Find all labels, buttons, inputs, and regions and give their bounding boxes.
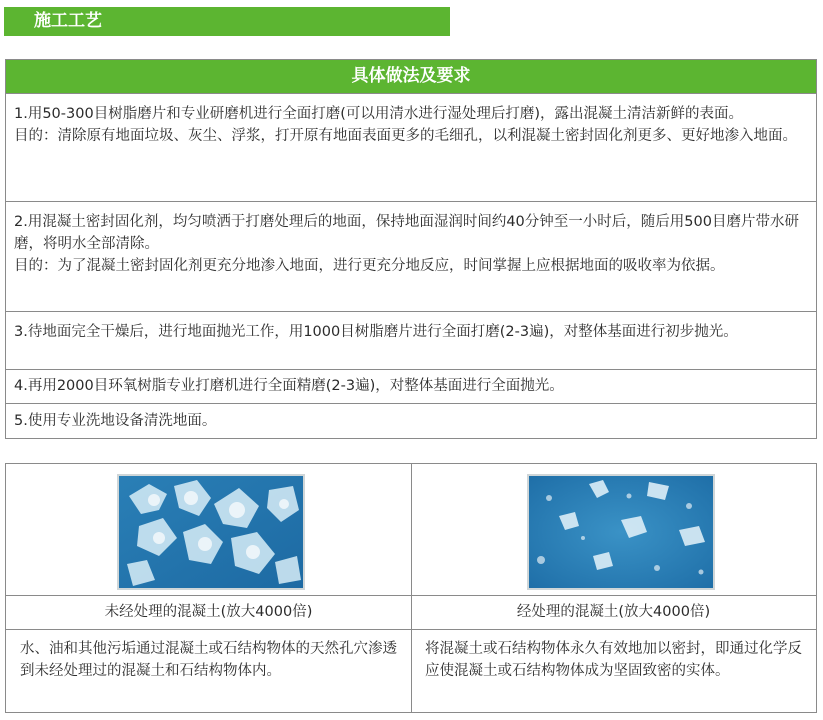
treated-column xyxy=(411,464,816,712)
step-purpose: 目的：为了混凝土密封固化剂更充分地渗入地面，进行更充分地反应，时间掌握上应根据地面的吸收率为依据。 xyxy=(14,258,725,274)
step-text: 4.再用2000目环氧树脂专业打磨机进行全面精磨(2-3遍)，对整体基面进行全面抛光。 xyxy=(14,378,564,394)
untreated-image-cell xyxy=(6,464,411,596)
untreated-description: 水、油和其他污垢通过混凝土或石结构物体的天然孔穴渗透到未经处理过的混凝土和石结构物体内。 xyxy=(20,641,397,679)
step-text: 1.用50-300目树脂磨片和专业研磨机进行全面打磨(可以用清水进行湿处理后打磨)，露出混凝土清洁新鲜的表面。 xyxy=(14,106,744,122)
treated-caption: 经处理的混凝土(放大4000倍) xyxy=(411,596,816,630)
step-text: 3.待地面完全干燥后，进行地面抛光工作，用1000目树脂磨片进行全面打磨(2-3遍)，对整体基面进行初步抛光。 xyxy=(14,324,738,340)
section-title: 施工工艺 xyxy=(4,7,450,36)
step-text: 2.用混凝土密封固化剂，均匀喷洒于打磨处理后的地面，保持地面湿润时间约40分钟至一小时后，随后用500目磨片带水研磨，将明水全部清除。 xyxy=(14,214,799,252)
table-header: 具体做法及要求 xyxy=(6,60,816,94)
treated-image-cell xyxy=(411,464,816,596)
untreated-column xyxy=(6,464,412,712)
treated-micrograph xyxy=(527,474,715,590)
untreated-caption: 未经处理的混凝土(放大4000倍) xyxy=(6,596,411,630)
step-1 xyxy=(6,94,816,202)
steps-table xyxy=(5,59,817,439)
step-2 xyxy=(6,202,816,312)
comparison-table xyxy=(5,463,817,713)
step-5 xyxy=(6,404,816,438)
untreated-micrograph xyxy=(117,474,305,590)
step-3 xyxy=(6,312,816,370)
treated-description: 将混凝土或石结构物体永久有效地加以密封，即通过化学反应使混凝土或石结构物体成为坚固致密的实体。 xyxy=(425,641,802,679)
step-text: 5.使用专业洗地设备清洗地面。 xyxy=(14,413,217,429)
step-4 xyxy=(6,370,816,404)
step-purpose: 目的：清除原有地面垃圾、灰尘、浮浆，打开原有地面表面更多的毛细孔，以利混凝土密封固化剂更多、更好地渗入地面。 xyxy=(14,128,797,144)
